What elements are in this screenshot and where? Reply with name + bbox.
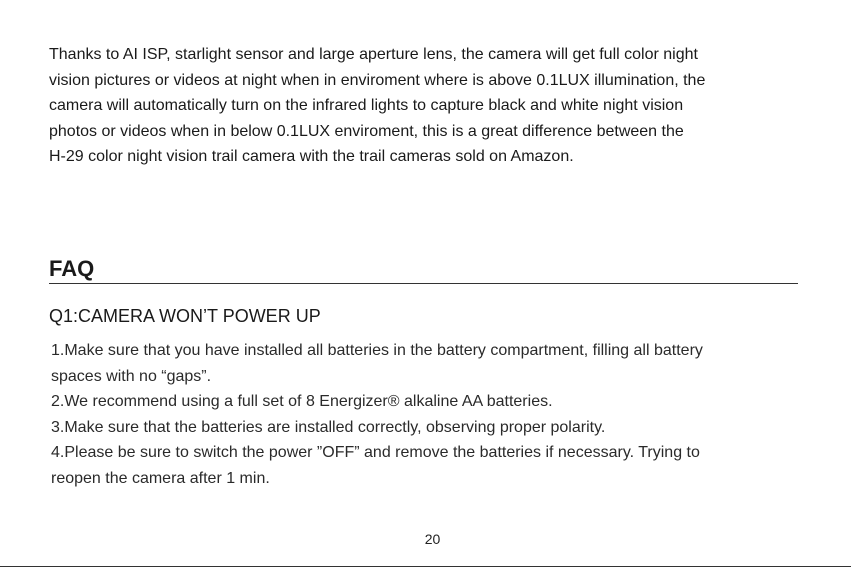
intro-paragraph <box>49 42 819 170</box>
intro-line: photos or videos when in below 0.1LUX enviroment, this is a great difference between the <box>49 122 684 140</box>
answer-line: 2.We recommend using a full set of 8 Energizer® alkaline AA batteries. <box>51 393 553 410</box>
faq-divider <box>49 283 798 284</box>
answer-item <box>51 415 811 441</box>
answer-line: 4.Please be sure to switch the power ”OFF” and remove the batteries if necessary. Trying to <box>51 444 700 461</box>
answer-line: reopen the camera after 1 min. <box>51 469 270 487</box>
page-number: 20 <box>424 531 441 547</box>
intro-line: H-29 color night vision trail camera with the trail cameras sold on Amazon. <box>49 148 574 165</box>
intro-line: camera will automatically turn on the infrared lights to capture black and white night vision <box>49 97 684 114</box>
answer-item <box>51 440 811 491</box>
answer-line: spaces with no “gaps”. <box>51 367 212 385</box>
intro-line: Thanks to AI ISP, starlight sensor and large aperture lens, the camera will get full color night <box>49 46 698 63</box>
bottom-divider <box>0 566 851 567</box>
answer-list <box>51 338 811 491</box>
answer-line: 1.Make sure that you have installed all batteries in the battery compartment, filling all battery <box>51 342 703 359</box>
question-title: Q1:CAMERA WON’T POWER UP <box>49 306 321 326</box>
faq-heading: FAQ <box>49 256 95 281</box>
answer-item <box>51 338 811 389</box>
answer-line: 3.Make sure that the batteries are installed correctly, observing proper polarity. <box>51 418 606 436</box>
answer-item <box>51 389 811 415</box>
intro-line: vision pictures or videos at night when in enviroment where is above 0.1LUX illumination, the <box>49 71 706 89</box>
